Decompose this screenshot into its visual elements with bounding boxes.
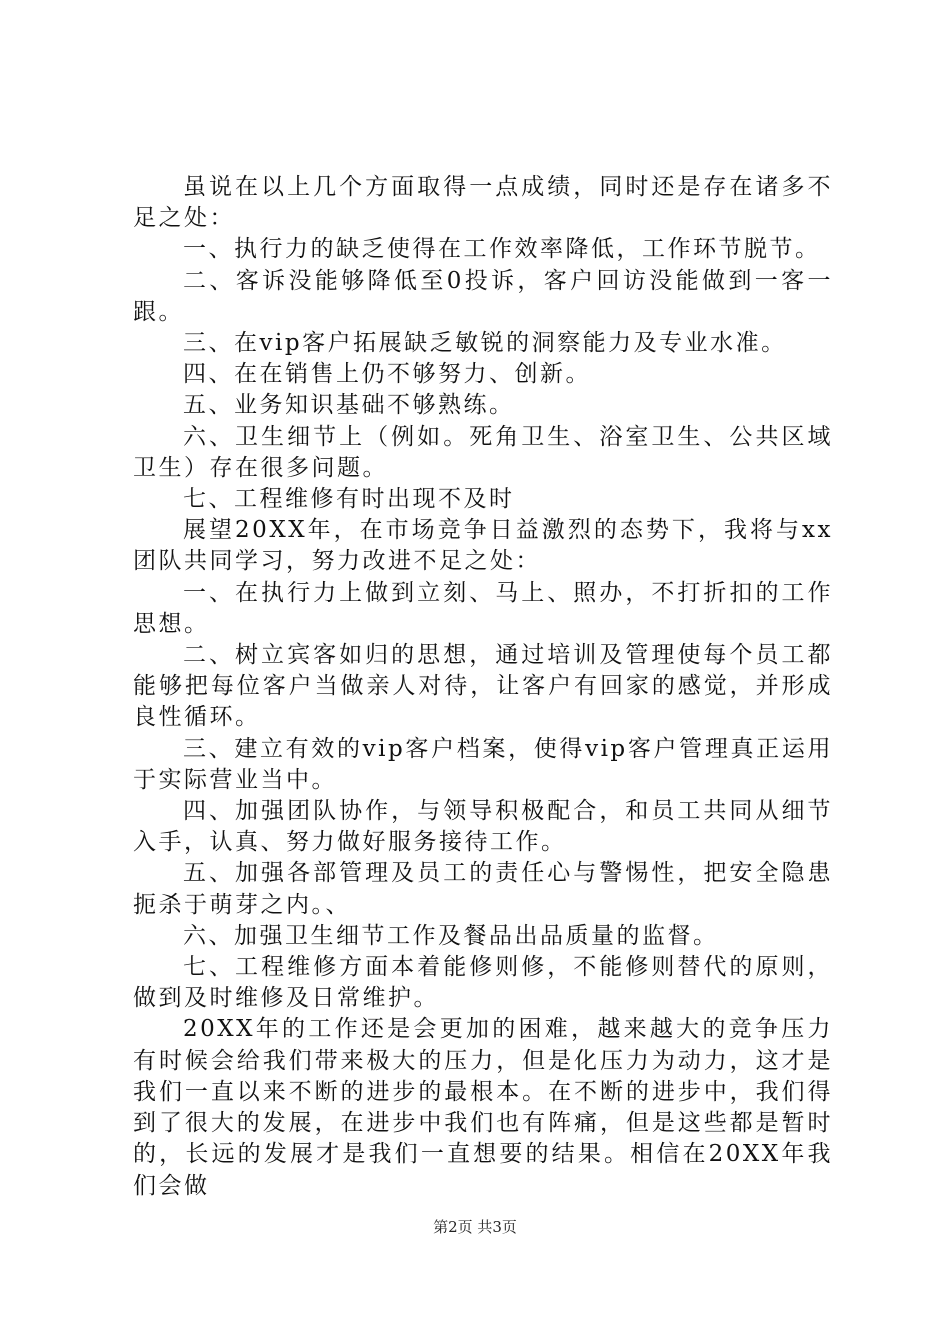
paragraph-intro: 虽说在以上几个方面取得一点成绩，同时还是存在诸多不足之处：	[133, 174, 833, 232]
paragraph-plan-7: 七、工程维修方面本着能修则修，不能修则替代的原则，做到及时维修及日常维护。	[133, 954, 833, 1012]
paragraph-plan-6: 六、加强卫生细节工作及餐品出品质量的监督。	[183, 922, 719, 949]
paragraph-shortfall-4: 四、在在销售上仍不够努力、创新。	[183, 361, 591, 388]
paragraph-shortfall-2: 二、客诉没能够降低至0投诉，客户回访没能做到一客一跟。	[133, 267, 833, 325]
paragraph-shortfall-1: 一、执行力的缺乏使得在工作效率降低，工作环节脱节。	[183, 236, 821, 263]
paragraph-plan-3: 三、建立有效的vip客户档案，使得vip客户管理真正运用于实际营业当中。	[133, 735, 833, 793]
paragraph-shortfall-6: 六、卫生细节上（例如。死角卫生、浴室卫生、公共区域卫生）存在很多问题。	[133, 423, 833, 481]
paragraph-shortfall-7: 七、工程维修有时出现不及时	[183, 486, 515, 513]
paragraph-plan-4: 四、加强团队协作，与领导积极配合，和员工共同从细节入手，认真、努力做好服务接待工作。	[133, 798, 833, 856]
paragraph-plan-2: 二、树立宾客如归的思想，通过培训及管理使每个员工都能够把每位客户当做亲人对待，让客户有回家的感觉，并形成良性循环。	[133, 642, 833, 731]
page-number-footer: 第2页 共3页	[433, 1218, 517, 1236]
paragraph-shortfall-5: 五、业务知识基础不够熟练。	[183, 392, 515, 419]
document-body	[133, 172, 833, 1202]
paragraph-shortfall-3: 三、在vip客户拓展缺乏敏锐的洞察能力及专业水准。	[183, 330, 787, 357]
paragraph-closing: 20XX年的工作还是会更加的困难，越来越大的竞争压力有时候会给我们带来极大的压力，但是化压力为动力，这才是我们一直以来不断的进步的最根本。在不断的进步中，我们得到了很大的发展，在进步中我们也有阵痛，但是这些都是暂时的，长远的发展才是我们一直想要的结果。相信在20XX年我们会做	[133, 1016, 833, 1199]
paragraph-plan-1: 一、在执行力上做到立刻、马上、照办，不打折扣的工作思想。	[133, 579, 833, 637]
paragraph-plan-5: 五、加强各部管理及员工的责任心与警惕性，把安全隐患扼杀于萌芽之内。、	[133, 860, 833, 918]
paragraph-outlook: 展望20XX年，在市场竞争日益激烈的态势下，我将与xx团队共同学习，努力改进不足之处：	[133, 517, 833, 575]
